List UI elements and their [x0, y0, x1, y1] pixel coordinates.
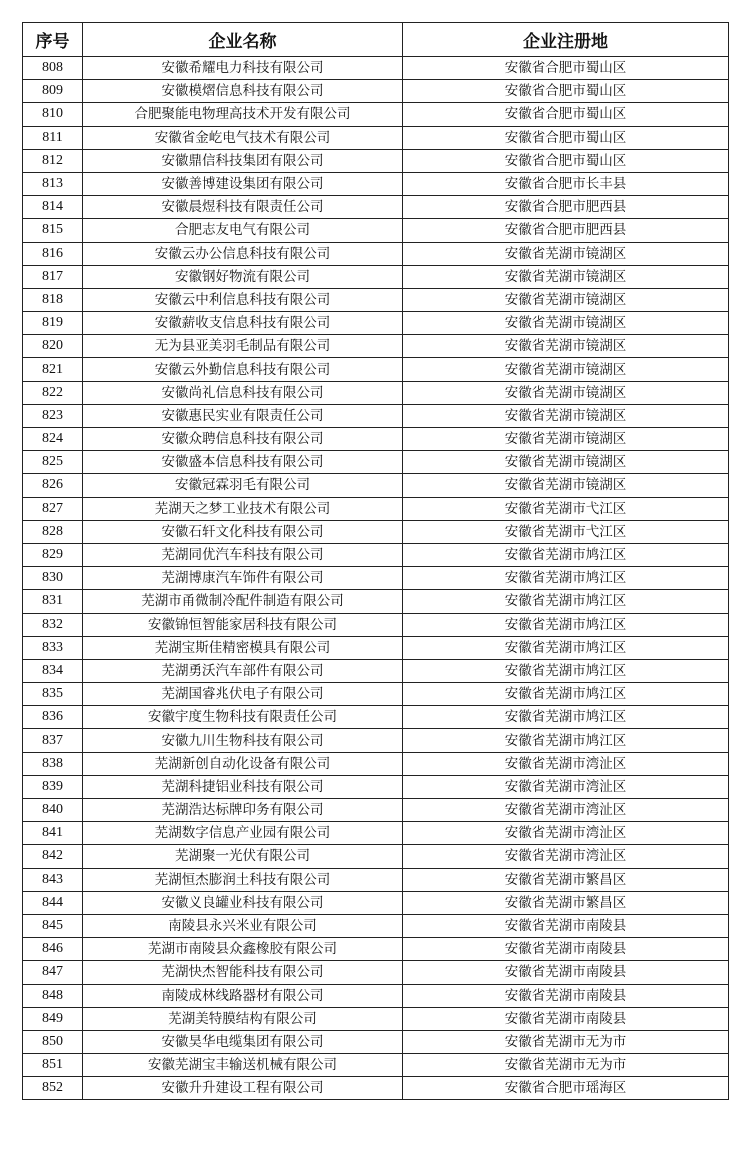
serial-number-cell: 823 — [23, 404, 83, 427]
table-row — [23, 938, 729, 961]
table-row — [23, 474, 729, 497]
serial-number-cell: 843 — [23, 868, 83, 891]
company-name-cell: 安徽惠民实业有限责任公司 — [83, 404, 403, 427]
company-name-cell: 芜湖市南陵县众鑫橡胶有限公司 — [83, 938, 403, 961]
registration-place-cell: 安徽省芜湖市弋江区 — [403, 520, 729, 543]
registration-place-cell: 安徽省合肥市蜀山区 — [403, 57, 729, 80]
company-name-cell: 芜湖聚一光伏有限公司 — [83, 845, 403, 868]
registration-place-cell: 安徽省合肥市蜀山区 — [403, 80, 729, 103]
company-name-cell: 安徽石轩文化科技有限公司 — [83, 520, 403, 543]
serial-number-cell: 845 — [23, 914, 83, 937]
table-row — [23, 219, 729, 242]
table-row — [23, 172, 729, 195]
table-body — [23, 57, 729, 1100]
company-name-cell: 芜湖浩达标牌印务有限公司 — [83, 799, 403, 822]
registration-place-cell: 安徽省芜湖市湾沚区 — [403, 845, 729, 868]
serial-number-cell: 848 — [23, 984, 83, 1007]
serial-number-cell: 820 — [23, 335, 83, 358]
table-row — [23, 497, 729, 520]
serial-number-cell: 847 — [23, 961, 83, 984]
company-name-cell: 合肥志友电气有限公司 — [83, 219, 403, 242]
company-name-cell: 安徽宇度生物科技有限责任公司 — [83, 706, 403, 729]
table-row — [23, 335, 729, 358]
table-row — [23, 358, 729, 381]
company-name-cell: 安徽昊华电缆集团有限公司 — [83, 1030, 403, 1053]
serial-number-cell: 849 — [23, 1007, 83, 1030]
table-row — [23, 80, 729, 103]
registration-place-cell: 安徽省芜湖市南陵县 — [403, 961, 729, 984]
table-row — [23, 428, 729, 451]
company-name-cell: 安徽云外勤信息科技有限公司 — [83, 358, 403, 381]
serial-number-cell: 824 — [23, 428, 83, 451]
registration-place-cell: 安徽省合肥市蜀山区 — [403, 126, 729, 149]
table-row — [23, 312, 729, 335]
table-row — [23, 683, 729, 706]
company-name-cell: 芜湖市甬微制冷配件制造有限公司 — [83, 590, 403, 613]
registration-place-cell: 安徽省芜湖市南陵县 — [403, 938, 729, 961]
registration-place-cell: 安徽省芜湖市鸠江区 — [403, 729, 729, 752]
company-name-cell: 芜湖新创自动化设备有限公司 — [83, 752, 403, 775]
registration-place-cell: 安徽省芜湖市镜湖区 — [403, 428, 729, 451]
registration-place-cell: 安徽省芜湖市镜湖区 — [403, 312, 729, 335]
registration-place-cell: 安徽省芜湖市南陵县 — [403, 1007, 729, 1030]
company-name-cell: 安徽锦恒智能家居科技有限公司 — [83, 613, 403, 636]
table-row — [23, 451, 729, 474]
company-name-cell: 芜湖国睿兆伏电子有限公司 — [83, 683, 403, 706]
serial-number-cell: 846 — [23, 938, 83, 961]
serial-number-cell: 831 — [23, 590, 83, 613]
table-row — [23, 520, 729, 543]
serial-number-cell: 844 — [23, 891, 83, 914]
registration-place-cell: 安徽省芜湖市鸠江区 — [403, 543, 729, 566]
company-name-cell: 芜湖博康汽车饰件有限公司 — [83, 567, 403, 590]
company-name-cell: 芜湖数字信息产业园有限公司 — [83, 822, 403, 845]
serial-number-cell: 809 — [23, 80, 83, 103]
company-name-cell: 芜湖快杰智能科技有限公司 — [83, 961, 403, 984]
table-row — [23, 1030, 729, 1053]
registration-place-cell: 安徽省芜湖市南陵县 — [403, 914, 729, 937]
serial-number-cell: 808 — [23, 57, 83, 80]
serial-number-cell: 819 — [23, 312, 83, 335]
company-list-table — [22, 22, 729, 1100]
table-row — [23, 149, 729, 172]
serial-number-cell: 833 — [23, 636, 83, 659]
table-row — [23, 845, 729, 868]
serial-number-cell: 838 — [23, 752, 83, 775]
registration-place-cell: 安徽省合肥市长丰县 — [403, 172, 729, 195]
company-name-cell: 芜湖同优汽车科技有限公司 — [83, 543, 403, 566]
table-row — [23, 961, 729, 984]
serial-number-cell: 841 — [23, 822, 83, 845]
registration-place-cell: 安徽省芜湖市鸠江区 — [403, 636, 729, 659]
table-row — [23, 868, 729, 891]
table-row — [23, 636, 729, 659]
table-row — [23, 613, 729, 636]
table-row — [23, 891, 729, 914]
company-list-table-wrapper — [22, 22, 728, 1100]
serial-number-cell: 812 — [23, 149, 83, 172]
company-name-cell: 芜湖科捷铝业科技有限公司 — [83, 775, 403, 798]
company-name-cell: 芜湖勇沃汽车部件有限公司 — [83, 659, 403, 682]
company-name-cell: 芜湖美特膜结构有限公司 — [83, 1007, 403, 1030]
company-name-cell: 芜湖宝斯佳精密模具有限公司 — [83, 636, 403, 659]
registration-place-cell: 安徽省芜湖市湾沚区 — [403, 752, 729, 775]
table-row — [23, 984, 729, 1007]
registration-place-cell: 安徽省芜湖市鸠江区 — [403, 590, 729, 613]
serial-number-cell: 826 — [23, 474, 83, 497]
registration-place-cell: 安徽省芜湖市湾沚区 — [403, 799, 729, 822]
company-name-cell: 安徽晨煜科技有限责任公司 — [83, 196, 403, 219]
table-row — [23, 914, 729, 937]
table-row — [23, 543, 729, 566]
company-name-cell: 安徽云办公信息科技有限公司 — [83, 242, 403, 265]
company-name-cell: 安徽钢好物流有限公司 — [83, 265, 403, 288]
registration-place-cell: 安徽省芜湖市无为市 — [403, 1054, 729, 1077]
registration-place-cell: 安徽省芜湖市繁昌区 — [403, 891, 729, 914]
company-name-cell: 安徽盛本信息科技有限公司 — [83, 451, 403, 474]
registration-place-cell: 安徽省合肥市肥西县 — [403, 219, 729, 242]
serial-number-cell: 830 — [23, 567, 83, 590]
table-row — [23, 1007, 729, 1030]
serial-number-cell: 832 — [23, 613, 83, 636]
company-name-cell: 芜湖恒杰膨润土科技有限公司 — [83, 868, 403, 891]
registration-place-cell: 安徽省芜湖市鸠江区 — [403, 613, 729, 636]
registration-place-cell: 安徽省芜湖市镜湖区 — [403, 404, 729, 427]
company-name-cell: 安徽云中利信息科技有限公司 — [83, 288, 403, 311]
table-row — [23, 404, 729, 427]
table-row — [23, 706, 729, 729]
company-name-cell: 安徽鼎信科技集团有限公司 — [83, 149, 403, 172]
serial-number-cell: 834 — [23, 659, 83, 682]
header-company-name: 企业名称 — [83, 23, 403, 57]
company-name-cell: 安徽尚礼信息科技有限公司 — [83, 381, 403, 404]
table-row — [23, 799, 729, 822]
serial-number-cell: 821 — [23, 358, 83, 381]
registration-place-cell: 安徽省合肥市蜀山区 — [403, 103, 729, 126]
table-row — [23, 590, 729, 613]
serial-number-cell: 815 — [23, 219, 83, 242]
serial-number-cell: 835 — [23, 683, 83, 706]
registration-place-cell: 安徽省芜湖市镜湖区 — [403, 474, 729, 497]
registration-place-cell: 安徽省芜湖市鸠江区 — [403, 683, 729, 706]
registration-place-cell: 安徽省芜湖市镜湖区 — [403, 265, 729, 288]
table-row — [23, 196, 729, 219]
registration-place-cell: 安徽省芜湖市南陵县 — [403, 984, 729, 1007]
table-row — [23, 822, 729, 845]
table-row — [23, 265, 729, 288]
header-row — [23, 23, 729, 57]
table-row — [23, 729, 729, 752]
header-registration-place: 企业注册地 — [403, 23, 729, 57]
registration-place-cell: 安徽省芜湖市镜湖区 — [403, 242, 729, 265]
company-name-cell: 安徽模熠信息科技有限公司 — [83, 80, 403, 103]
company-name-cell: 合肥聚能电物理高技术开发有限公司 — [83, 103, 403, 126]
registration-place-cell: 安徽省芜湖市鸠江区 — [403, 567, 729, 590]
registration-place-cell: 安徽省芜湖市鸠江区 — [403, 659, 729, 682]
company-name-cell: 安徽善博建设集团有限公司 — [83, 172, 403, 195]
registration-place-cell: 安徽省芜湖市繁昌区 — [403, 868, 729, 891]
table-row — [23, 103, 729, 126]
table-row — [23, 381, 729, 404]
serial-number-cell: 810 — [23, 103, 83, 126]
registration-place-cell: 安徽省芜湖市镜湖区 — [403, 358, 729, 381]
serial-number-cell: 836 — [23, 706, 83, 729]
table-row — [23, 752, 729, 775]
table-row — [23, 775, 729, 798]
company-name-cell: 安徽薪收支信息科技有限公司 — [83, 312, 403, 335]
registration-place-cell: 安徽省芜湖市鸠江区 — [403, 706, 729, 729]
serial-number-cell: 813 — [23, 172, 83, 195]
serial-number-cell: 818 — [23, 288, 83, 311]
company-name-cell: 安徽升升建设工程有限公司 — [83, 1077, 403, 1100]
company-name-cell: 安徽众聘信息科技有限公司 — [83, 428, 403, 451]
company-name-cell: 无为县亚美羽毛制品有限公司 — [83, 335, 403, 358]
serial-number-cell: 825 — [23, 451, 83, 474]
table-row — [23, 567, 729, 590]
serial-number-cell: 828 — [23, 520, 83, 543]
company-name-cell: 安徽九川生物科技有限公司 — [83, 729, 403, 752]
table-header — [23, 23, 729, 57]
serial-number-cell: 811 — [23, 126, 83, 149]
serial-number-cell: 850 — [23, 1030, 83, 1053]
registration-place-cell: 安徽省芜湖市无为市 — [403, 1030, 729, 1053]
serial-number-cell: 837 — [23, 729, 83, 752]
registration-place-cell: 安徽省合肥市蜀山区 — [403, 149, 729, 172]
registration-place-cell: 安徽省芜湖市弋江区 — [403, 497, 729, 520]
company-name-cell: 安徽希耀电力科技有限公司 — [83, 57, 403, 80]
company-name-cell: 芜湖天之梦工业技术有限公司 — [83, 497, 403, 520]
company-name-cell: 南陵县永兴米业有限公司 — [83, 914, 403, 937]
table-row — [23, 57, 729, 80]
registration-place-cell: 安徽省合肥市肥西县 — [403, 196, 729, 219]
company-name-cell: 安徽省金屹电气技术有限公司 — [83, 126, 403, 149]
serial-number-cell: 816 — [23, 242, 83, 265]
serial-number-cell: 851 — [23, 1054, 83, 1077]
company-name-cell: 安徽义良罐业科技有限公司 — [83, 891, 403, 914]
company-name-cell: 南陵成林线路器材有限公司 — [83, 984, 403, 1007]
serial-number-cell: 827 — [23, 497, 83, 520]
company-name-cell: 安徽冠霖羽毛有限公司 — [83, 474, 403, 497]
serial-number-cell: 839 — [23, 775, 83, 798]
serial-number-cell: 840 — [23, 799, 83, 822]
company-name-cell: 安徽芜湖宝丰输送机械有限公司 — [83, 1054, 403, 1077]
registration-place-cell: 安徽省芜湖市湾沚区 — [403, 775, 729, 798]
serial-number-cell: 822 — [23, 381, 83, 404]
table-row — [23, 288, 729, 311]
registration-place-cell: 安徽省芜湖市镜湖区 — [403, 451, 729, 474]
serial-number-cell: 814 — [23, 196, 83, 219]
table-row — [23, 126, 729, 149]
registration-place-cell: 安徽省芜湖市湾沚区 — [403, 822, 729, 845]
header-serial-number: 序号 — [23, 23, 83, 57]
serial-number-cell: 842 — [23, 845, 83, 868]
registration-place-cell: 安徽省芜湖市镜湖区 — [403, 381, 729, 404]
registration-place-cell: 安徽省芜湖市镜湖区 — [403, 288, 729, 311]
table-row — [23, 242, 729, 265]
serial-number-cell: 852 — [23, 1077, 83, 1100]
table-row — [23, 1054, 729, 1077]
serial-number-cell: 829 — [23, 543, 83, 566]
registration-place-cell: 安徽省合肥市瑶海区 — [403, 1077, 729, 1100]
registration-place-cell: 安徽省芜湖市镜湖区 — [403, 335, 729, 358]
table-row — [23, 659, 729, 682]
serial-number-cell: 817 — [23, 265, 83, 288]
table-row — [23, 1077, 729, 1100]
